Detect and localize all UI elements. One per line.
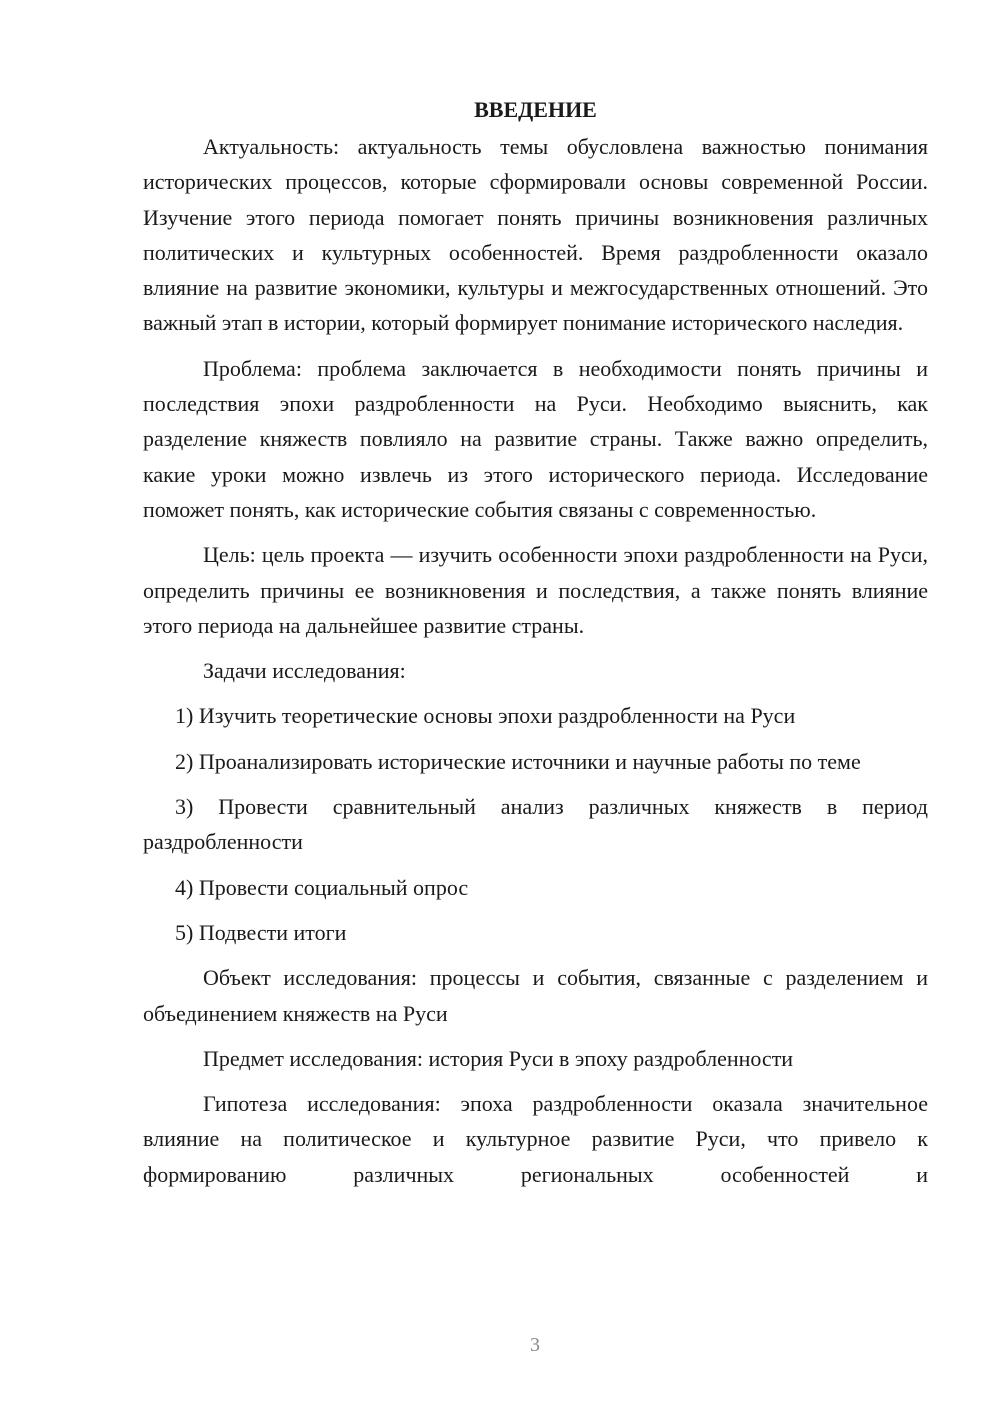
task-item-1: 1) Изучить теоретические основы эпохи раздробленности на Руси — [175, 703, 796, 729]
document-page — [143, 92, 928, 1202]
hypothesis-paragraph: Гипотеза исследования: эпоха раздробленности оказала значительное влияние на политическое и культурное развитие Руси, что привело к формированию различных региональных особенностей и — [143, 1091, 928, 1187]
object-paragraph: Объект исследования: процессы и события, связанные с разделением и объединением княжеств на Руси — [143, 965, 928, 1026]
goal-paragraph: Цель: цель проекта — изучить особенности эпохи раздробленности на Руси, определить причины ее возникновения и последствия, а также понять влияние этого периода на дальнейшее развитие страны. — [143, 542, 928, 638]
task-item-3: 3) Провести сравнительный анализ различных княжеств в период раздробленности — [143, 794, 928, 855]
section-heading: ВВЕДЕНИЕ — [474, 97, 597, 122]
task-item-4: 4) Провести социальный опрос — [175, 874, 469, 900]
task-item-2: 2) Проанализировать исторические источники и научные работы по теме — [175, 748, 861, 774]
task-item-5: 5) Подвести итоги — [175, 919, 347, 945]
problem-paragraph: Проблема: проблема заключается в необходимости понять причины и последствия эпохи раздробленности на Руси. Необходимо выяснить, как разделение княжеств повлияло на развитие страны. Также важно определить, какие уроки можно извлечь из этого исторического периода. Исследование поможет понять, как исторические события связаны с современностью. — [143, 355, 928, 522]
relevance-paragraph: Актуальность: актуальность темы обусловлена важностью понимания исторических процессов, которые сформировали основы современной России. Изучение этого периода помогает понять причины возникновения различных политических и культурных особенностей. Время раздробленности оказало влияние на развитие экономики, культуры и межгосударственных отношений. Это важный этап в истории, который формирует понимание исторического наследия. — [143, 134, 928, 336]
subject-paragraph: Предмет исследования: история Руси в эпоху раздробленности — [203, 1045, 794, 1071]
tasks-heading: Задачи исследования: — [203, 658, 406, 684]
page-number: 3 — [530, 1334, 540, 1356]
